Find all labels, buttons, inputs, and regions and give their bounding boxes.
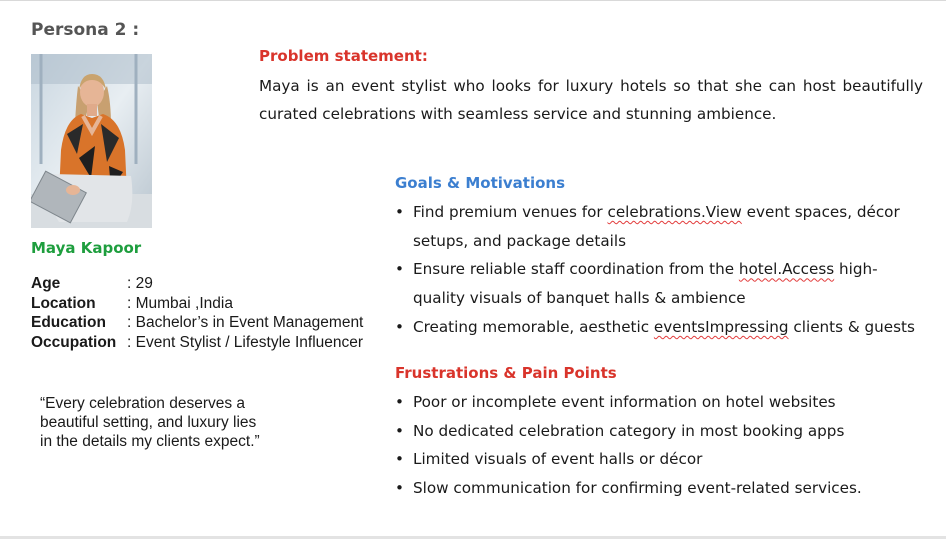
goals-heading: Goals & Motivations bbox=[395, 174, 566, 192]
detail-occupation bbox=[31, 333, 363, 353]
detail-value: : Event Stylist / Lifestyle Influencer bbox=[127, 333, 364, 351]
persona-title: Persona 2 : bbox=[31, 20, 140, 40]
spellcheck-word: celebrations.View bbox=[607, 203, 742, 221]
item-text: Ensure reliable staff coordination from the bbox=[413, 260, 739, 279]
item-text: event spaces, décor setups, and package details bbox=[413, 203, 900, 250]
detail-value: : 29 bbox=[127, 275, 153, 292]
goals-list bbox=[395, 198, 915, 342]
frustrations-heading: Frustrations & Pain Points bbox=[395, 364, 617, 382]
detail-education bbox=[31, 313, 363, 333]
problem-statement-heading: Problem statement: bbox=[259, 47, 428, 65]
detail-label: Education bbox=[31, 314, 106, 331]
detail-label: Occupation bbox=[31, 333, 117, 351]
detail-location bbox=[31, 294, 363, 314]
detail-label: Age bbox=[31, 275, 61, 292]
problem-statement-text: Maya is an event stylist who looks for luxury hotels so that she can host beautifully curated celebrations with seamless service and stunning ambience. bbox=[259, 77, 923, 123]
list-item: • Slow communication for confirming event-related services. bbox=[395, 474, 915, 503]
list-item bbox=[395, 198, 915, 255]
item-text: Creating memorable, aesthetic bbox=[413, 317, 654, 336]
frustrations-list bbox=[395, 388, 915, 503]
item-text: Find premium venues for bbox=[413, 203, 608, 221]
persona-details bbox=[31, 274, 363, 352]
persona-quote: “Every celebration deserves a beautiful setting, and luxury lies in the details my clients expect.” bbox=[40, 395, 260, 450]
list-item: • Limited visuals of event halls or décor bbox=[395, 445, 915, 474]
detail-value: : Mumbai ,India bbox=[127, 294, 233, 312]
item-text: high-quality visuals of banquet halls & ambience bbox=[413, 260, 878, 308]
list-item: • Poor or incomplete event information on hotel websites bbox=[395, 388, 915, 417]
persona-name: Maya Kapoor bbox=[31, 239, 142, 257]
item-text: clients & guests bbox=[788, 317, 915, 336]
list-item bbox=[395, 255, 915, 312]
detail-age bbox=[31, 274, 363, 294]
spellcheck-word: eventsImpressing bbox=[653, 317, 789, 336]
top-divider bbox=[0, 0, 946, 1]
detail-value: : Bachelor’s in Event Management bbox=[127, 314, 364, 331]
detail-label: Location bbox=[31, 294, 96, 312]
list-item: • No dedicated celebration category in most booking apps bbox=[395, 417, 915, 446]
persona-photo bbox=[31, 54, 152, 228]
list-item bbox=[395, 313, 915, 342]
spellcheck-word: hotel.Access bbox=[738, 260, 835, 279]
